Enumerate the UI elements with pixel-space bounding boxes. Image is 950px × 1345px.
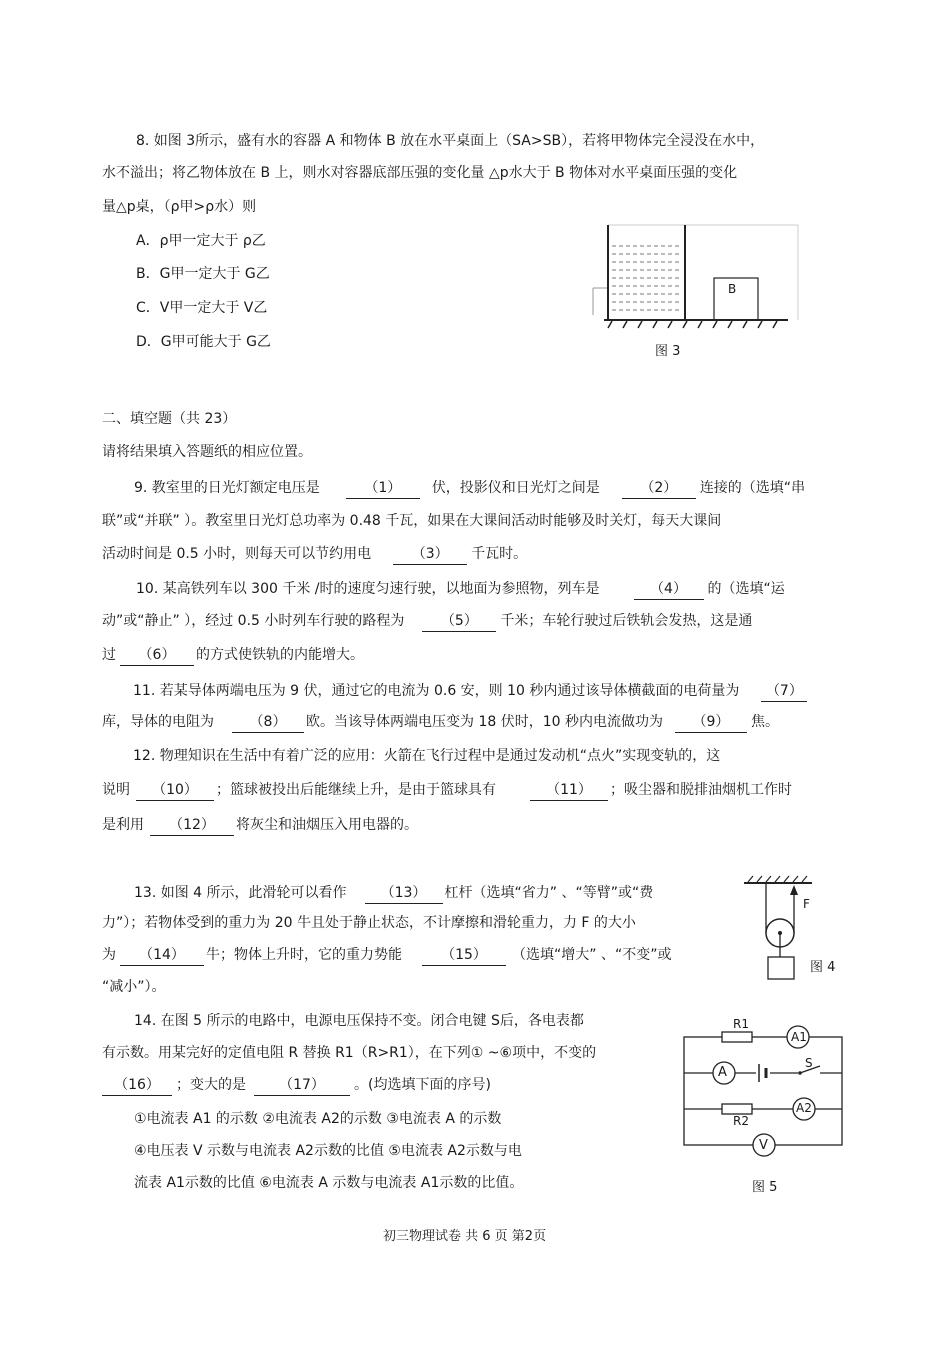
q9-text: 伏，投影仪和日光灯之间是 <box>431 480 600 496</box>
q12-line-1: 12. 物理知识在生活中有着广泛的应用：火箭在飞行过程中是通过发动机“点火”实现变轨的，这 <box>133 748 721 764</box>
q13-line-3 <box>102 945 671 966</box>
answer-blank-8: （8） <box>232 712 304 733</box>
q11-text: 11. 若某导体两端电压为 9 伏，通过它的电流为 0.6 安，则 10 秒内通过该导体横截面的电荷量为 <box>133 683 740 699</box>
hanging-weight <box>768 957 794 979</box>
q8-option-b: B．G甲一定大于 G乙 <box>136 266 270 282</box>
q13-text: 为 <box>102 947 116 963</box>
answer-blank-14: （14） <box>120 945 204 966</box>
q9-text: 千瓦时。 <box>471 546 528 562</box>
q10-text: 10. 某高铁列车以 300 千米 /时的速度匀速行驶，以地面为参照物，列车是 <box>136 581 600 597</box>
q12-text: ；吸尘器和脱排油烟机工作时 <box>610 782 792 798</box>
answer-blank-16: （16） <box>102 1075 172 1096</box>
answer-blank-17: （17） <box>254 1075 350 1096</box>
q11-text: 欧。当该导体两端电压变为 18 伏时，10 秒内电流做功为 <box>306 714 663 730</box>
q14-options-line-2: ④电压表 V 示数与电流表 A2示数的比值 ⑤电流表 A2示数与电 <box>134 1143 522 1159</box>
figure-4-caption: 图 4 <box>810 960 836 975</box>
label-r1: R1 <box>733 1017 749 1031</box>
q10-line-2 <box>102 611 752 632</box>
q9-line-2: 联”或“并联” ）。教室里日光灯总功率为 0.48 千瓦，如果在大课间活动时能够及时关灯，每天大课间 <box>102 513 722 529</box>
answer-blank-3: （3） <box>393 544 467 565</box>
q11-text: 库，导体的电阻为 <box>102 714 214 730</box>
q12-text: 是利用 <box>102 817 144 833</box>
q9-line-1 <box>134 478 805 499</box>
q10-text: 的方式使铁轨的内能增大。 <box>196 647 364 663</box>
answer-blank-11: （11） <box>530 780 608 801</box>
q8-option-c: C．V甲一定大于 V乙 <box>136 300 268 316</box>
q8-line-3: 量△p桌，（ρ甲>ρ水）则 <box>102 199 257 215</box>
q11-line-2 <box>102 712 779 733</box>
q14-text: ；变大的是 <box>176 1077 246 1093</box>
answer-blank-5: （5） <box>422 611 496 632</box>
q11-line-1 <box>133 681 807 702</box>
q13-line-4: “减小”）。 <box>102 979 166 995</box>
q10-text: 过 <box>102 647 116 663</box>
answer-blank-13: （13） <box>365 883 443 904</box>
figure-3-container-diagram <box>590 220 800 340</box>
q12-text: 说明 <box>102 782 130 798</box>
q10-line-3 <box>102 645 364 666</box>
answer-blank-4: （4） <box>634 579 704 600</box>
q13-text: （选填“增大” 、“不变”或 <box>512 947 672 963</box>
q12-line-2 <box>102 780 792 801</box>
q12-text: 将灰尘和油烟压入用电器的。 <box>236 817 418 833</box>
page-footer: 初三物理试卷 共 6 页 第2页 <box>383 1229 547 1244</box>
q14-options-line-3: 流表 A1示数的比值 ⑥电流表 A 示数与电流表 A1示数的比值。 <box>134 1175 524 1191</box>
q9-text: 活动时间是 0.5 小时，则每天可以节约用电 <box>102 546 372 562</box>
answer-blank-1: （1） <box>346 478 420 499</box>
answer-blank-2: （2） <box>622 478 696 499</box>
q9-line-3 <box>102 544 527 565</box>
q11-text: 焦。 <box>750 714 779 730</box>
q13-line-2: 力”）；若物体受到的重力为 20 牛且处于静止状态，不计摩擦和滑轮重力，力 F 的大小 <box>102 915 636 931</box>
q13-text: 牛；物体上升时，它的重力势能 <box>206 947 402 963</box>
label-a2: A2 <box>796 1101 812 1115</box>
section-2-instruction: 请将结果填入答题纸的相应位置。 <box>102 444 312 460</box>
q12-text: ；篮球被投出后能继续上升，是由于篮球具有 <box>216 782 496 798</box>
force-f-label: F <box>803 897 810 911</box>
q10-text: 的（选填“运 <box>707 581 785 597</box>
label-v: V <box>759 1138 768 1153</box>
q13-line-1 <box>134 883 653 904</box>
q8-line-1: 8. 如图 3所示，盛有水的容器 A 和物体 B 放在水平桌面上（SA>SB），若将甲物体完全浸没在水中， <box>136 133 765 149</box>
q12-line-3 <box>102 815 418 836</box>
answer-blank-6: （6） <box>120 645 194 666</box>
answer-blank-10: （10） <box>136 780 214 801</box>
figure-5-caption: 图 5 <box>752 1180 778 1195</box>
q9-text: 连接的（选填“串 <box>699 480 806 496</box>
q8-option-d: D．G甲可能大于 G乙 <box>136 334 271 350</box>
q10-text: 动”或“静止” ），经过 0.5 小时列车行驶的路程为 <box>102 613 405 629</box>
label-s: S <box>805 1056 813 1070</box>
answer-blank-15: （15） <box>422 945 506 966</box>
answer-blank-12: （12） <box>150 815 234 836</box>
q9-text: 9. 教室里的日光灯额定电压是 <box>134 480 320 496</box>
figure-3-caption: 图 3 <box>655 344 681 359</box>
q10-line-1 <box>136 579 785 600</box>
resistor-r2 <box>722 1104 752 1114</box>
answer-blank-7: （7） <box>761 681 807 702</box>
resistor-r1 <box>722 1032 752 1042</box>
q14-line-3 <box>102 1075 491 1096</box>
q13-text: 13. 如图 4 所示，此滑轮可以看作 <box>134 885 347 901</box>
q14-line-1: 14. 在图 5 所示的电路中，电源电压保持不变。闭合电键 S后，各电表都 <box>134 1013 584 1029</box>
answer-blank-9: （9） <box>675 712 747 733</box>
q10-text: 千米；车轮行驶过后铁轨会发热，这是通 <box>500 613 753 629</box>
q8-line-2: 水不溢出；将乙物体放在 B 上，则水对容器底部压强的变化量 △p水大于 B 物体对水平桌面压强的变化 <box>102 165 738 181</box>
label-r2: R2 <box>733 1114 749 1128</box>
q13-text: 杠杆（选填“省力” 、“等臂”或“费 <box>444 885 654 901</box>
label-a: A <box>718 1065 727 1080</box>
q14-line-2: 有示数。用某完好的定值电阻 R 替换 R1（R>R1），在下列① ~⑥项中，不变的 <box>102 1045 597 1061</box>
q14-options-line-1: ①电流表 A1 的示数 ②电流表 A2的示数 ③电流表 A 的示数 <box>134 1111 502 1127</box>
label-a1: A1 <box>791 1030 807 1044</box>
q14-text: 。(均选填下面的序号) <box>354 1077 491 1093</box>
q8-option-a: A．ρ甲一定大于 ρ乙 <box>136 233 266 249</box>
block-b-label: B <box>728 282 737 296</box>
section-2-title: 二、填空题（共 23） <box>102 411 237 427</box>
